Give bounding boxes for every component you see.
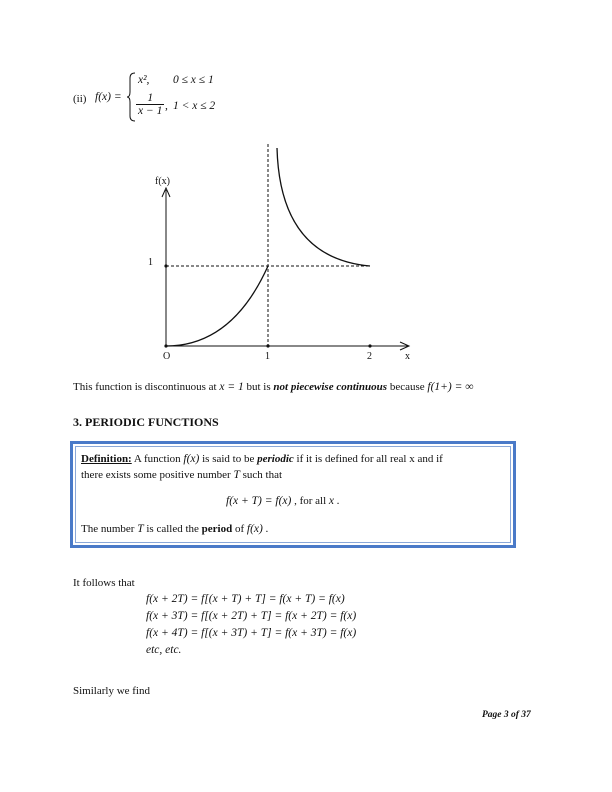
follows-line-2: f(x + 3T) = f[(x + 2T) + T] = f(x + 2T) = f(x) xyxy=(146,610,357,622)
level-dot xyxy=(164,264,167,267)
case2-denominator: x − 1 xyxy=(138,105,163,117)
x-axis-label: x xyxy=(405,351,410,362)
def-t5: such that xyxy=(242,469,283,481)
tick-dot-2 xyxy=(368,344,371,347)
def-eq-tail: , for all xyxy=(294,495,327,507)
def-eq-x: x . xyxy=(328,495,340,507)
piecewise-lhs: f(x) = xyxy=(95,91,122,103)
piecewise-label: (ii) xyxy=(73,93,87,105)
def-equation: f(x + T) = f(x) xyxy=(226,495,292,507)
definition-line-1 xyxy=(81,452,443,466)
case2-cond: 1 < x ≤ 2 xyxy=(173,100,216,112)
definition-line-4 xyxy=(81,522,269,536)
def-t3: if it is defined for all real x and if xyxy=(296,453,443,465)
def-t6: The number xyxy=(81,523,135,535)
definition-label: Definition: xyxy=(81,453,132,465)
curve-x-squared xyxy=(166,266,268,346)
tick-dot-1 xyxy=(266,344,269,347)
follows-line-3: f(x + 4T) = f[(x + 3T) + T] = f(x + 3T) = f(x) xyxy=(146,627,357,639)
def-fx: f(x) xyxy=(183,453,200,465)
case2-numerator: 1 xyxy=(136,92,164,105)
follows-line-1: f(x + 2T) = f[(x + T) + T] = f(x + T) = f(x) xyxy=(146,593,345,605)
discontinuity-sentence xyxy=(73,380,473,394)
page-number: Page 3 of 37 xyxy=(482,710,531,720)
follows-line-4: etc, etc. xyxy=(146,644,182,656)
x-tick-label-1: 1 xyxy=(265,351,270,362)
definition-equation xyxy=(226,494,340,508)
disc-text2: but is xyxy=(246,381,271,393)
definition-line-2 xyxy=(81,468,282,482)
y-axis-label: f(x) xyxy=(155,176,170,187)
y-tick-label: 1 xyxy=(148,257,153,268)
disc-text3: because xyxy=(389,381,425,393)
def-T: T xyxy=(233,469,240,481)
def-fx2: f(x) . xyxy=(246,523,269,535)
def-T2: T xyxy=(137,523,144,535)
section-heading: 3. PERIODIC FUNCTIONS xyxy=(73,415,219,429)
case2-comma: , xyxy=(165,100,168,112)
function-graph xyxy=(140,140,430,370)
case1-expr: x², xyxy=(138,74,150,86)
def-t7: is called the xyxy=(146,523,199,535)
def-period: period xyxy=(201,523,233,535)
def-t1: A function xyxy=(133,453,181,465)
disc-eq2: f(1+) = ∞ xyxy=(427,381,474,393)
def-t4: there exists some positive number xyxy=(81,469,231,481)
origin-label: O xyxy=(163,351,171,362)
similarly-text: Similarly we find xyxy=(73,685,150,697)
case2-fraction xyxy=(136,92,164,117)
follows-intro: It follows that xyxy=(73,577,135,589)
origin-dot xyxy=(164,344,167,347)
disc-eq1: x = 1 xyxy=(219,381,244,393)
curve-reciprocal xyxy=(277,148,370,266)
disc-text1: This function is discontinuous at xyxy=(73,381,217,393)
def-t8: of xyxy=(234,523,245,535)
def-t2: is said to be xyxy=(202,453,255,465)
x-tick-label-2: 2 xyxy=(367,351,372,362)
def-periodic: periodic xyxy=(257,453,294,465)
case1-cond: 0 ≤ x ≤ 1 xyxy=(173,74,214,86)
disc-emphasis: not piecewise continuous xyxy=(273,381,388,393)
